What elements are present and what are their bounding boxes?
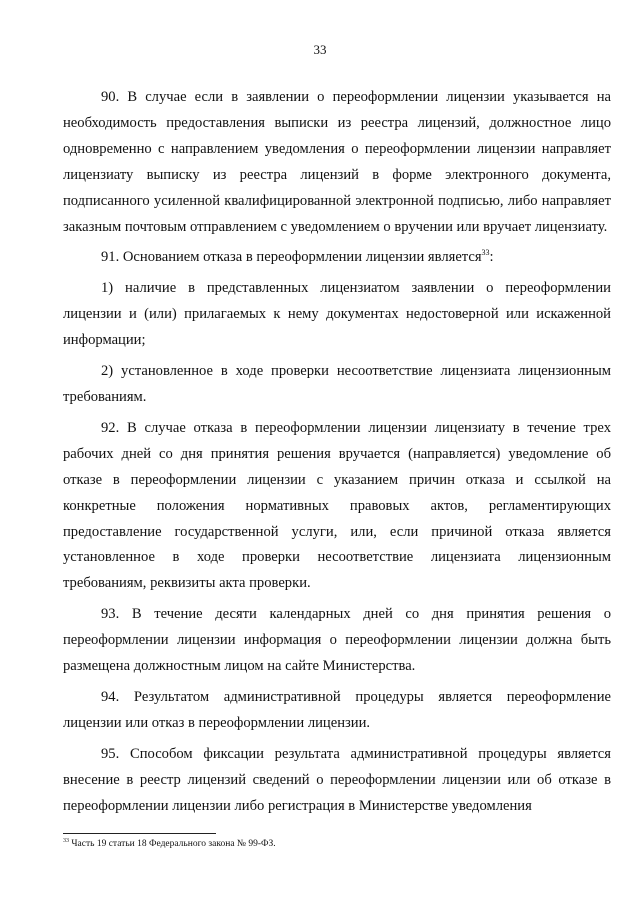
footnote-divider <box>63 833 216 834</box>
footnote <box>63 838 611 850</box>
paragraph-95: 95. Способом фиксации результата административной процедуры является внесение в реестр лицензий сведений о переоформлении лицензии или об отказе в переоформлении лицензии либо регистрация в Министерстве уведомления <box>63 745 611 814</box>
footnote-reference: 33 <box>481 248 490 258</box>
paragraph-91 <box>63 245 611 271</box>
paragraph-91-text: 91. Основанием отказа в переоформлении лицензии является <box>101 249 482 266</box>
footnote-marker: 33 <box>63 837 69 844</box>
paragraph-94: 94. Результатом административной процедуры является переоформление лицензии или отказ в переоформлении лицензии. <box>63 688 611 731</box>
list-item-1: 1) наличие в представленных лицензиатом заявлении о переоформлении лицензии и (или) прилагаемых к нему документах недостоверной или искаженной информации; <box>63 280 611 349</box>
page-number: 33 <box>313 42 327 57</box>
list-item-2: 2) установленное в ходе проверки несоответствие лицензиата лицензионным требованиям. <box>63 363 611 405</box>
paragraph-91-colon: : <box>489 249 494 266</box>
document-body <box>63 85 611 819</box>
footnote-text: Часть 19 статьи 18 Федерального закона № 99-ФЗ. <box>69 839 276 849</box>
paragraph-92: 92. В случае отказа в переоформлении лицензии лицензиату в течение трех рабочих дней со дня принятия решения вручается (направляется) уведомление об отказе в переоформлении лицензии с указанием причин отказа и ссылкой на конкретные положения нормативных правовых актов, регламентирующих предоставление государственной услуги, или, если причиной отказа является установленное в ходе проверки несоответствие лицензиата лицензионным требованиям, реквизиты акта проверки. <box>63 419 611 592</box>
paragraph-93: 93. В течение десяти календарных дней со дня принятия решения о переоформлении лицензии информация о переоформлении лицензии должна быть размещена должностным лицом на сайте Министерства. <box>63 606 611 675</box>
paragraph-90: 90. В случае если в заявлении о переоформлении лицензии указывается на необходимость предоставления выписки из реестра лицензий, должностное лицо одновременно с направлением уведомления о переоформлении лицензии направляет лицензиату выписку из реестра лицензий в форме электронного документа, подписанного усиленной квалифицированной электронной подписью, либо направляет заказным почтовым отправлением с уведомлением о вручении или вручает лицензиату. <box>63 89 611 235</box>
